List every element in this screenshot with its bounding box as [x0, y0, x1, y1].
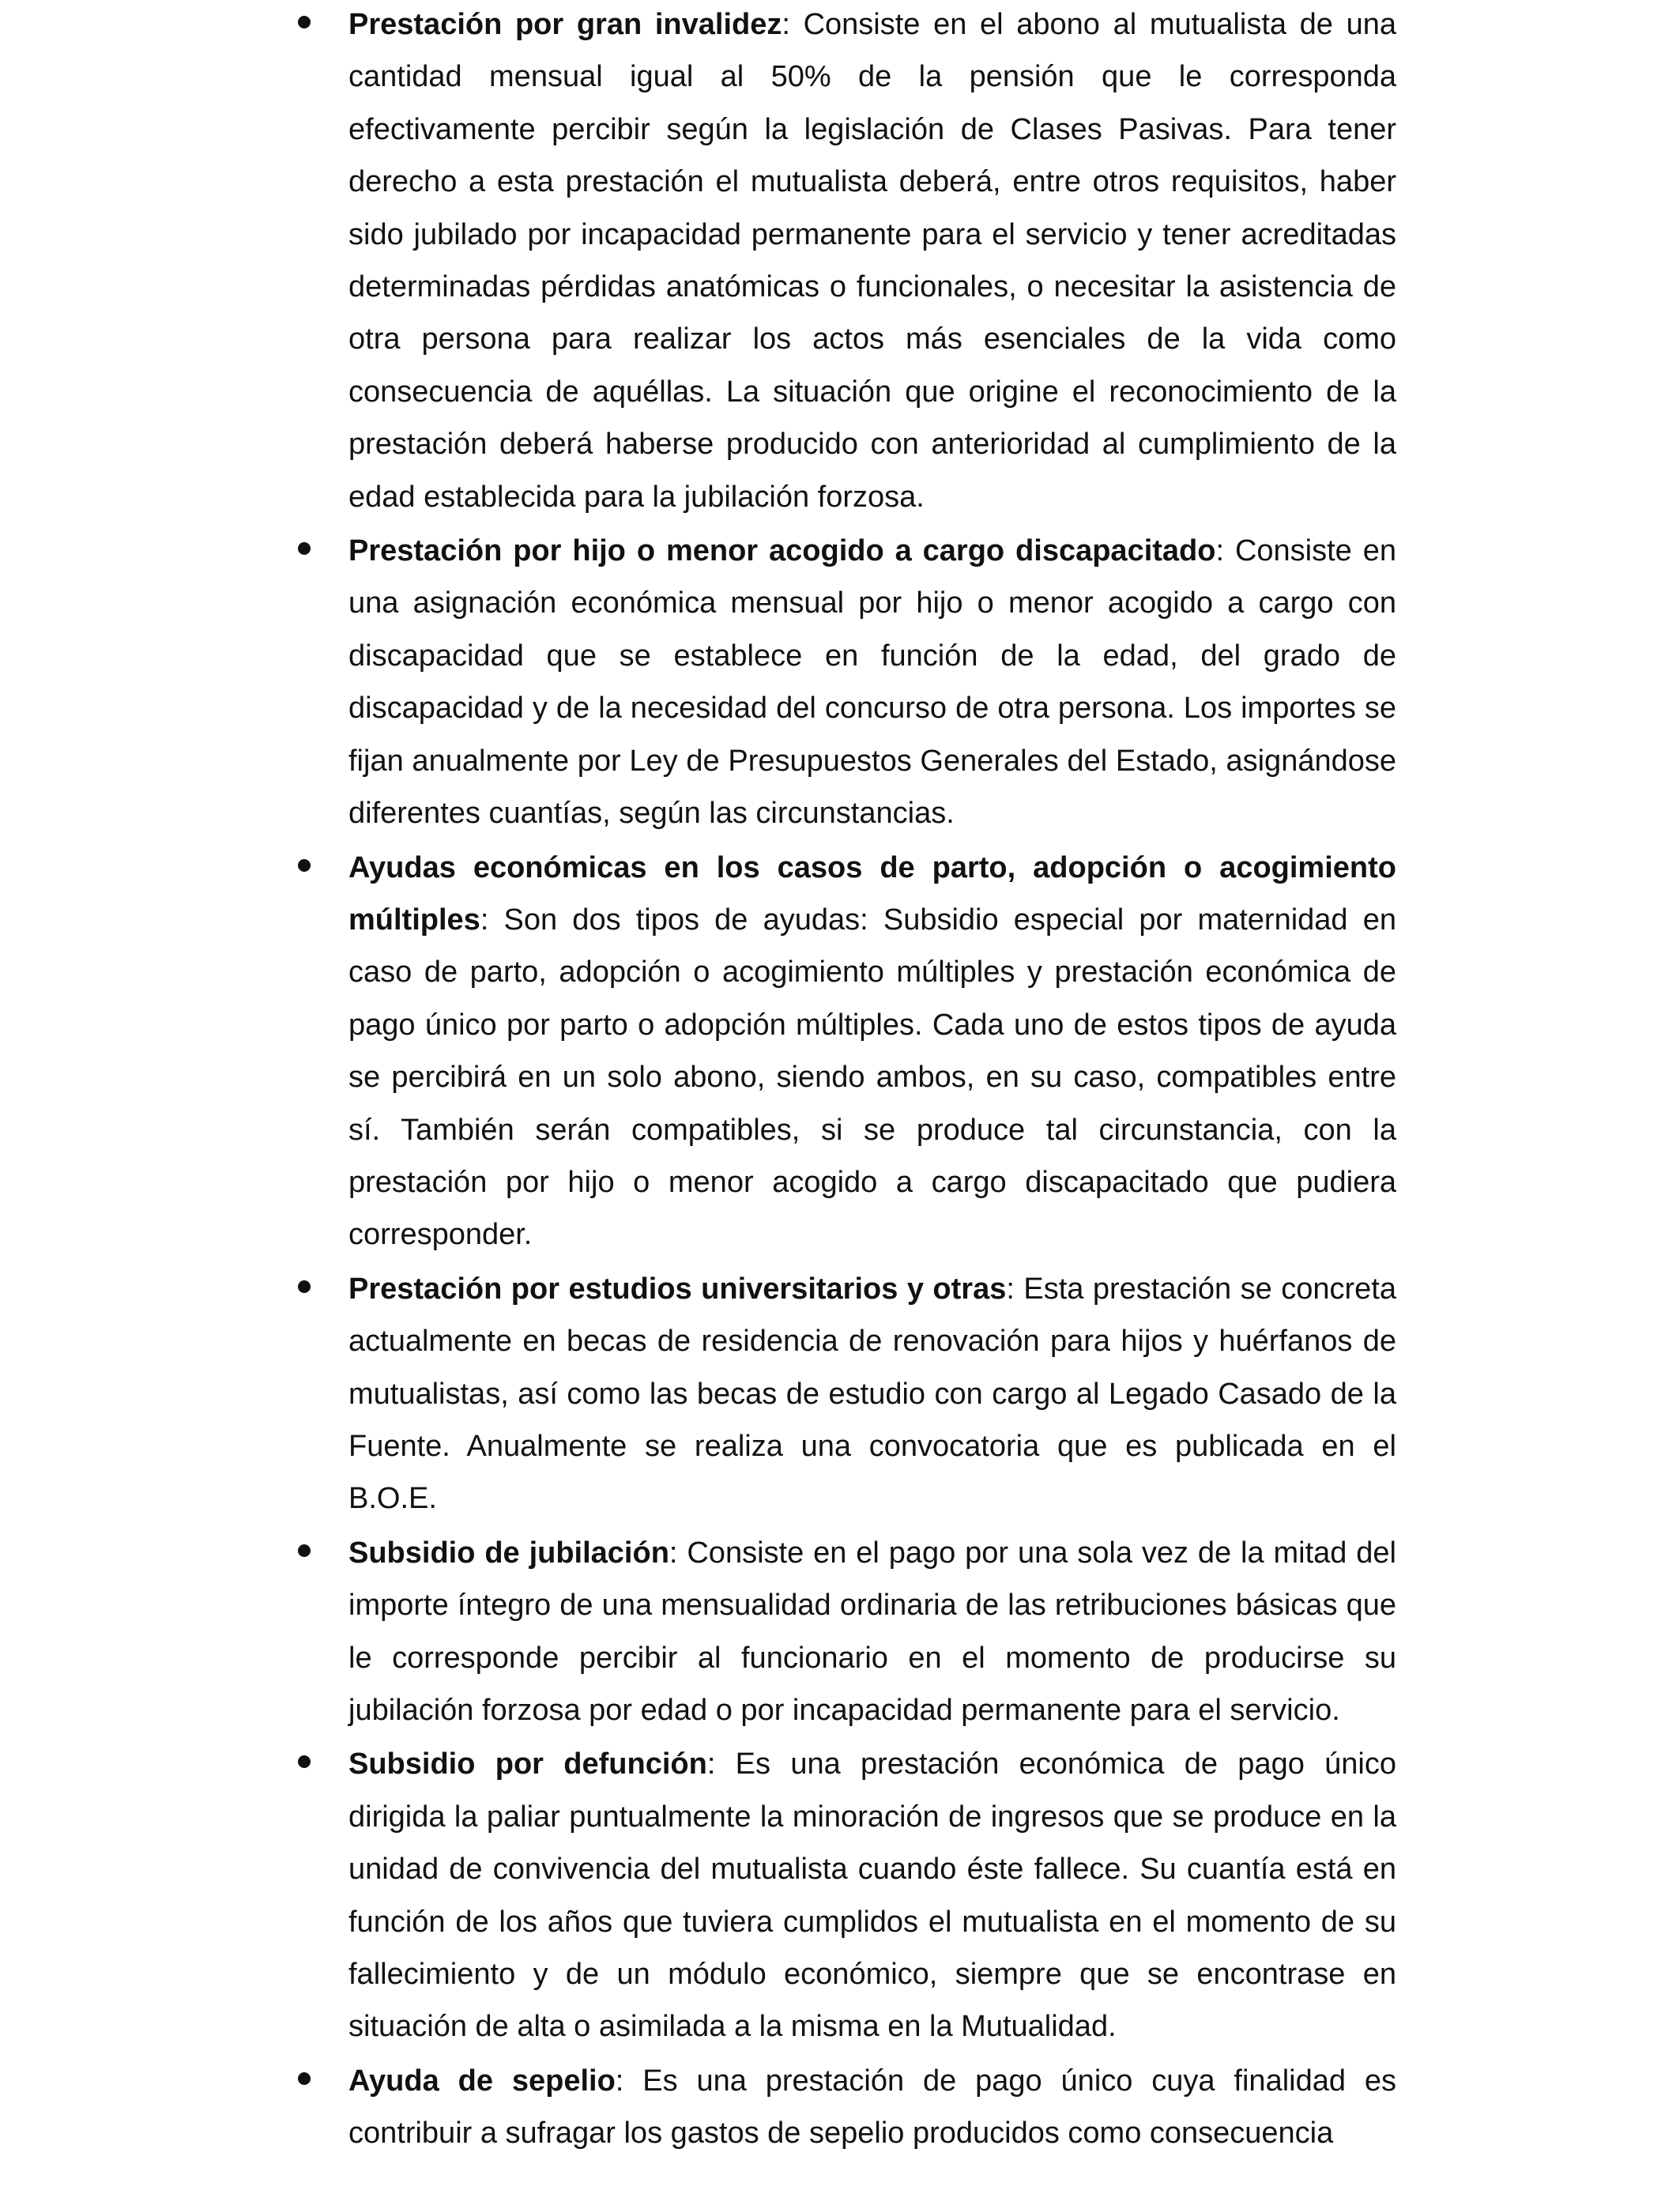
list-item-text: : Consiste en el abono al mutualista de una cantidad mensual igual al 50% de la pensión que le corresponda efectivamente percibir según la legislación de Clases Pasivas. Para tener derecho a esta prestación el mutualista deberá, entre otros requisitos, haber sido jubilado por incapacidad permanente para el servicio y tener acreditadas determinadas pérdidas anatómicas o funcionales, o necesitar la asistencia de otra persona para realizar los actos más esenciales de la vida como consecuencia de aquéllas. La situación que origine el reconocimiento de la prestación deberá haberse producido con anterioridad al cumplimiento de la edad establecida para la jubilación forzosa. — [348, 8, 1396, 514]
bullet-icon — [298, 1280, 311, 1293]
list-item-gran-invalidez — [348, 0, 1396, 523]
list-item-text: : Es una prestación de pago único cuya finalidad es contribuir a sufragar los gastos de sepelio producidos como consecuencia — [348, 2064, 1397, 2151]
list-item-text: : Es una prestación económica de pago único dirigida la paliar puntualmente la minoración de ingresos que se produce en la unidad de convivencia del mutualista cuando éste fallece. Su cuantía está en función de los años que tuviera cumplidos el mutualista en el momento de su fallecimiento y de un módulo económico, siempre que se encontrase en situación de alta o asimilada a la misma en la Mutualidad. — [348, 1747, 1396, 2044]
bullet-icon — [298, 2072, 311, 2085]
list-item-title: Subsidio de jubilación — [348, 1536, 669, 1570]
list-item-parto-multiple — [348, 842, 1396, 1261]
bullet-icon — [298, 1544, 311, 1557]
list-item-subsidio-jubilacion — [348, 1527, 1396, 1737]
list-item-title: Subsidio por defunción — [348, 1747, 707, 1781]
bullet-icon — [298, 16, 311, 28]
list-item-text: : Consiste en una asignación económica mensual por hijo o menor acogido a cargo con discapacidad que se establece en función de la edad, del grado de discapacidad y de la necesidad del concurso de otra persona. Los importes se fijan anualmente por Ley de Presupuestos Generales del Estado, asignándose diferentes cuantías, según las circunstancias. — [348, 534, 1396, 831]
list-item-subsidio-defuncion — [348, 1738, 1396, 2053]
bullet-icon — [298, 1755, 311, 1768]
list-item-estudios — [348, 1263, 1396, 1525]
list-item-title: Ayuda de sepelio — [348, 2064, 616, 2098]
list-item-ayuda-sepelio — [348, 2055, 1396, 2160]
list-item-title: Prestación por estudios universitarios y otras — [348, 1272, 1007, 1306]
bullet-icon — [298, 859, 311, 872]
list-item-title: Ayudas económicas en los casos de parto, adopción o acogimiento múltiples — [348, 850, 1396, 937]
list-item-title: Prestación por hijo o menor acogido a cargo discapacitado — [348, 534, 1216, 568]
list-item-text: : Son dos tipos de ayudas: Subsidio especial por maternidad en caso de parto, adopción o acogimiento múltiples y prestación económica de pago único por parto o adopción múltiples. Cada uno de estos tipos de ayuda se percibirá en un solo abono, siendo ambos, en su caso, compatibles entre sí. También serán compatibles, si se produce tal circunstancia, con la prestación por hijo o menor acogido a cargo discapacitado que pudiera corresponder. — [348, 903, 1396, 1252]
bullet-icon — [298, 542, 311, 555]
list-item-hijo-discapacitado — [348, 525, 1396, 839]
list-item-title: Prestación por gran invalidez — [348, 8, 782, 41]
benefits-list — [348, 0, 1396, 2162]
list-item-text: : Consiste en el pago por una sola vez de la mitad del importe íntegro de una mensualidad ordinaria de las retribuciones básicas que le corresponde percibir al funcionario en el momento de producirse su jubilación forzosa por edad o por incapacidad permanente para el servicio. — [348, 1536, 1397, 1727]
list-item-text: : Esta prestación se concreta actualmente en becas de residencia de renovación para hijos y huérfanos de mutualistas, así como las becas de estudio con cargo al Legado Casado de la Fuente. Anualmente se realiza una convocatoria que es publicada en el B.O.E. — [348, 1272, 1396, 1516]
